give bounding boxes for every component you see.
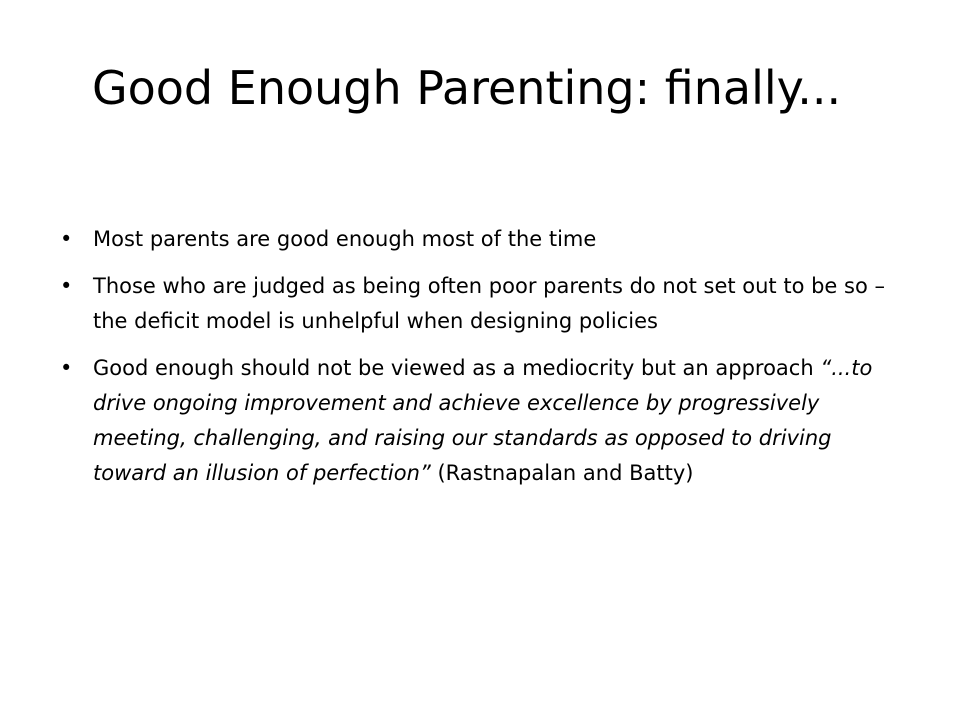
- bullet-point-icon: •: [60, 274, 73, 298]
- bullet-item-2: [60, 269, 905, 339]
- bullet-point-icon: •: [60, 356, 73, 380]
- bullet-point-icon: •: [60, 227, 73, 251]
- bullet-item-3: [60, 351, 905, 491]
- slide-title: Good Enough Parenting: finally...: [92, 61, 842, 115]
- bullet-text: Those who are judged as being often poor parents do not set out to be so – the deficit model is unhelpful when designing policies: [93, 274, 885, 333]
- bullet-quote: “...to drive ongoing improvement and achieve excellence by progressively meeting, challenging, and raising our standards as opposed to driving toward an illusion of perfection”: [93, 356, 873, 485]
- bullet-citation: (Rastnapalan and Batty): [430, 461, 694, 485]
- bullet-list: [60, 222, 905, 503]
- bullet-text-lead: Good enough should not be viewed as a mediocrity but an approach: [93, 356, 821, 380]
- bullet-item-1: [60, 222, 905, 257]
- bullet-text: Most parents are good enough most of the time: [93, 227, 597, 251]
